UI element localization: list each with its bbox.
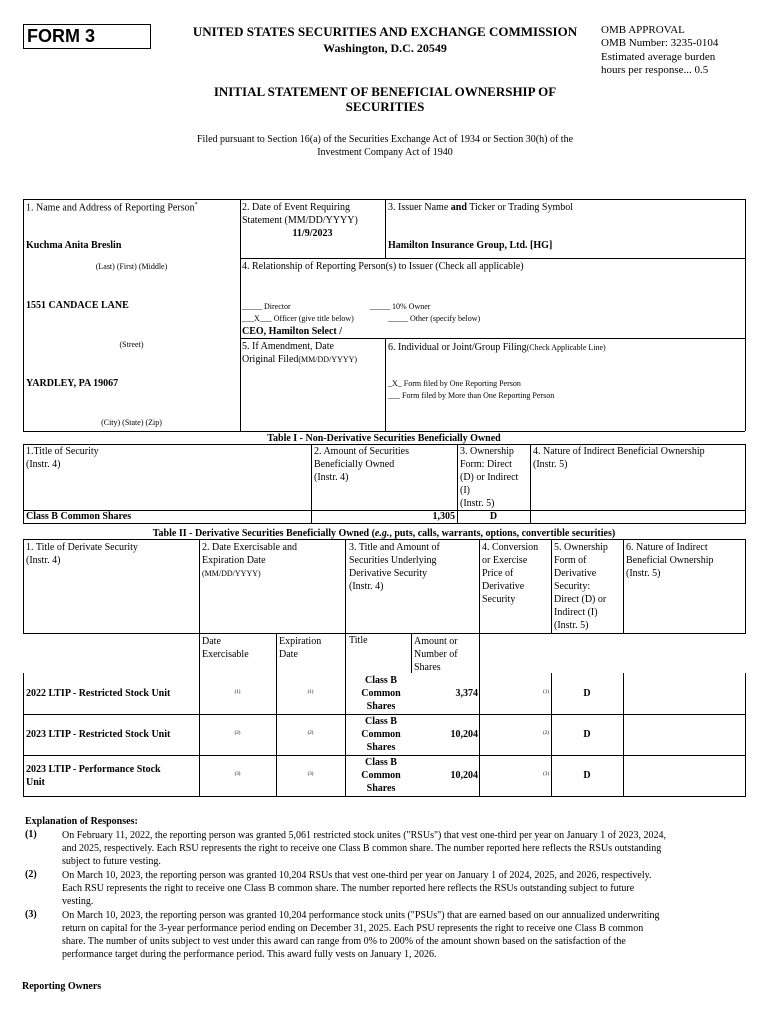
- table2-sub-title: Title: [349, 635, 368, 646]
- table1-bottom-border: [23, 523, 745, 524]
- section-right-border: [745, 199, 746, 431]
- table1-col1-header: 1.Title of Security (Instr. 4): [26, 446, 99, 470]
- section-row2-border: [240, 338, 745, 339]
- footnote-number: (2): [25, 869, 37, 880]
- table2-col6-divider: [623, 539, 624, 634]
- section-left-border: [23, 199, 24, 431]
- table2-row-form: D: [583, 729, 591, 740]
- table2-col2-header: 2. Date Exercisable and Expiration Date (MM/DD/YYYY): [202, 542, 297, 578]
- event-date-label-line2: Statement (MM/DD/YYYY): [242, 215, 358, 226]
- name-label: 1. Name and Address of Reporting Person: [26, 202, 195, 214]
- form-title-line1: INITIAL STATEMENT OF BENEFICIAL OWNERSHIP OF: [213, 84, 557, 99]
- reporting-person-name: Kuchma Anita Breslin: [26, 240, 122, 251]
- table2-col6-header: 6. Nature of Indirect Beneficial Ownership (Instr. 5): [626, 542, 714, 579]
- table1-col4-divider: [530, 444, 531, 524]
- agency-name: UNITED STATES SECURITIES AND EXCHANGE COMMISSION: [192, 24, 578, 39]
- table2-col3-divider: [345, 539, 346, 673]
- omb-approval: OMB APPROVAL: [601, 24, 685, 36]
- table1-row-amount: 1,305: [432, 511, 455, 522]
- city-state-zip: YARDLEY, PA 19067: [26, 378, 119, 389]
- section-top-border: [23, 199, 745, 200]
- table2-title: Table II - Derivative Securities Beneficially Owned (e.g., puts, calls, warrants, options, convertible securities): [152, 528, 616, 539]
- event-date-value: 11/9/2023: [292, 228, 333, 239]
- form-label: FORM 3: [27, 26, 96, 46]
- table1-row-security: Class B Common Shares: [26, 511, 132, 522]
- table1-col4-header: 4. Nature of Indirect Beneficial Ownership (Instr. 5): [533, 446, 705, 470]
- table2-top-border: [23, 539, 745, 540]
- table2-sub-date-exercisable: Date Exercisable: [202, 636, 249, 660]
- issuer-label-pre: 3. Issuer Name: [388, 202, 451, 213]
- officer-checkbox: ___X___ Officer (give title below): [242, 314, 354, 323]
- director-checkbox: _____ Director: [242, 302, 291, 311]
- agency-location: Washington, D.C. 20549: [323, 41, 447, 55]
- table2-sub-divider1: [276, 633, 277, 673]
- table2-row-security: 2023 LTIP - Restricted Stock Unit: [26, 729, 171, 740]
- burden-line2: hours per response...: [601, 64, 692, 76]
- burden-line1: Estimated average burden: [601, 51, 716, 63]
- table2-row-exp-note: (3): [307, 772, 314, 777]
- event-date-label-line1: 2. Date of Event Requiring: [242, 202, 351, 213]
- table1-title: Table I - Non-Derivative Securities Beneficially Owned: [267, 433, 501, 444]
- street-address: 1551 CANDACE LANE: [26, 300, 129, 311]
- explanation-heading: Explanation of Responses:: [25, 816, 138, 827]
- table2-row: [0, 755, 770, 796]
- section-filing-divider: [385, 338, 386, 431]
- table2-col4-header: 4. Conversion or Exercise Price of Derivative Security: [482, 542, 539, 605]
- name-label-mark: *: [194, 202, 198, 208]
- table2-row-conv-note: (2): [543, 731, 549, 736]
- footnote-text: On February 11, 2022, the reporting person was granted 5,061 restricted stock unites ("RSUs") that vest one-third per year on January 1 of 2023, 2024, and 2025, respectively. Each RSU represents the right to receive one Class B common share. The number reported here reflects the RSUs outstanding subject to future vesting.: [62, 830, 667, 867]
- table2-row-security: 2022 LTIP - Restricted Stock Unit: [26, 688, 171, 699]
- table1-row-form: D: [489, 511, 498, 522]
- table2-row-date-ex-note: (3): [234, 772, 241, 777]
- table2-row-security: 2023 LTIP - Performance Stock Unit: [26, 764, 161, 788]
- burden-value: 0.5: [694, 64, 709, 76]
- table2-row-amount: 10,204: [450, 729, 478, 740]
- table2-row-amount: 3,374: [455, 688, 478, 699]
- filing-type-label: 6. Individual or Joint/Group Filing: [388, 342, 527, 353]
- table2-row: [0, 714, 770, 755]
- filed-pursuant-line1: Filed pursuant to Section 16(a) of the Securities Exchange Act of 1934 or Section 30(h) of the: [196, 134, 574, 145]
- table2-col5-divider: [551, 539, 552, 634]
- table2-sub-divider3: [479, 633, 480, 673]
- table2-row-amount: 10,204: [450, 770, 478, 781]
- table2-col1-header: 1. Title of Derivate Security (Instr. 4): [26, 542, 138, 566]
- table2-col4-divider: [479, 539, 480, 634]
- filing-type-label-small: (Check Applicable Line): [526, 343, 606, 352]
- table2-col2-divider: [199, 539, 200, 673]
- filed-pursuant-line2: Investment Company Act of 1940: [317, 147, 453, 158]
- table2-row-form: D: [583, 770, 591, 781]
- table1-col3-header: 3. Ownership Form: Direct (D) or Indirect (I) (Instr. 5): [460, 446, 519, 509]
- name-sub-label: (Last) (First) (Middle): [95, 262, 168, 271]
- table2-row-underlying-title: Class B Common Shares: [361, 757, 401, 794]
- table2-col3-header: 3. Title and Amount of Securities Underlying Derivative Security (Instr. 4): [349, 542, 440, 592]
- table1-top-border: [23, 431, 745, 432]
- table2-row-date-ex-note: (2): [234, 731, 241, 736]
- omb-number: OMB Number: 3235-0104: [601, 37, 719, 49]
- relationship-label: 4. Relationship of Reporting Person(s) to Issuer (Check all applicable): [242, 261, 524, 272]
- reporting-owners-heading: Reporting Owners: [22, 981, 102, 992]
- section-row1-border: [240, 258, 745, 259]
- table1-right-border: [745, 444, 746, 524]
- table2-row-conv-note: (1): [543, 690, 549, 695]
- section-issuer-divider: [385, 199, 386, 258]
- table2-sub-expiration: Expiration Date: [279, 636, 322, 660]
- table2-row3-border: [23, 796, 745, 797]
- other-checkbox: _____ Other (specify below): [388, 314, 481, 323]
- amendment-label-line2: Original Filed: [242, 354, 299, 365]
- street-label: (Street): [119, 340, 144, 349]
- table1-left-border: [23, 444, 24, 524]
- table2-right-border: [745, 539, 746, 634]
- form-title-line2: SECURITIES: [345, 99, 425, 114]
- table1-col2-header: 2. Amount of Securities Beneficially Owned (Instr. 4): [314, 446, 409, 483]
- footnote-number: (3): [25, 909, 37, 920]
- table2-left-border: [23, 539, 24, 634]
- table2-header-border: [23, 633, 745, 634]
- table2-row-underlying-title: Class B Common Shares: [361, 716, 401, 753]
- table2-row-exp-note: (1): [307, 690, 314, 695]
- table2-row-underlying-title: Class B Common Shares: [361, 675, 401, 712]
- issuer-label-and: and: [450, 202, 467, 213]
- table2-row-exp-note: (2): [307, 731, 314, 736]
- amendment-label-line1: 5. If Amendment, Date: [242, 341, 334, 352]
- officer-title: CEO, Hamilton Select /: [242, 326, 342, 337]
- more-persons-option: ___ Form filed by More than One Reporting Person: [388, 391, 555, 400]
- issuer-name-ticker: Hamilton Insurance Group, Ltd. [HG]: [388, 240, 553, 251]
- table2-sub-divider2: [411, 633, 412, 673]
- table2-row: [0, 673, 770, 714]
- table2-row-conv-note: (3): [543, 772, 549, 777]
- ten-percent-owner-checkbox: _____ 10% Owner: [370, 302, 431, 311]
- amendment-label-format: (MM/DD/YYYY): [298, 355, 358, 364]
- footnote-text: On March 10, 2023, the reporting person was granted 10,204 performance stock units ("PSUs") that are earned based on our annualized underwriting return on capital for the 3-year performance period ending on December 31, 2025. Each PSU represents the right to receive one Class B common share. The number of units subject to vest under this award can range from 0% to 200% of the amount shown based on the satisfaction of the performance target during the performance period. This award fully vests on January 1, 2026.: [62, 910, 660, 960]
- issuer-label-post: Ticker or Trading Symbol: [466, 202, 574, 213]
- table2-col5-header: 5. Ownership Form of Derivative Security: Direct (D) or Indirect (I) (Instr. 5): [554, 542, 608, 631]
- footnote-text: On March 10, 2023, the reporting person was granted 10,204 RSUs that vest one-third per year on January 1 of 2024, 2025, and 2026, respectively. Each RSU represents the right to receive one Class B common share. The number reported here reflects the RSUs outstanding subject to future vesting.: [62, 870, 652, 907]
- city-label: (City) (State) (Zip): [101, 418, 162, 427]
- table2-row-date-ex-note: (1): [234, 690, 241, 695]
- table2-row-form: D: [583, 688, 591, 699]
- table2-sub-amount: Amount or Number of Shares: [414, 636, 458, 673]
- one-person-option: _X_ Form filed by One Reporting Person: [388, 379, 521, 388]
- footnote-number: (1): [25, 829, 37, 840]
